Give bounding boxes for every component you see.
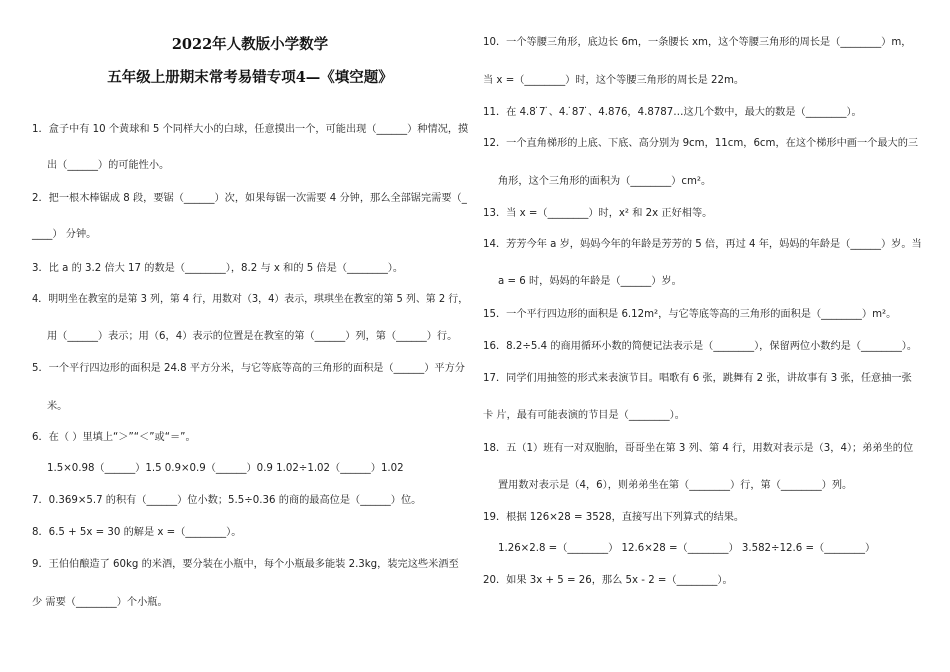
q17-line2: 卡 片，最有可能表演的节目是（________）。 <box>483 410 685 421</box>
q14-line1: 14．芳芳今年 a 岁，妈妈今年的年龄是芳芳的 5 倍，再过 4 年，妈妈的年龄是（______）岁。当 <box>483 239 922 250</box>
q20-line1: 20．如果 3x + 5 = 26，那么 5x - 2 =（________）。 <box>483 575 733 586</box>
q2-line2: ____） 分钟。 <box>32 229 97 240</box>
q8-line1: 8．6.5 + 5x = 30 的解是 x =（________）。 <box>32 527 242 538</box>
q12-line2: 角形，这个三角形的面积为（________）cm²。 <box>498 176 712 187</box>
q13-line1: 13．当 x =（________）时，x² 和 2x 正好相等。 <box>483 208 713 219</box>
q17-line1: 17．同学们用抽签的形式来表演节目。唱歌有 6 张，跳舞有 2 张，讲故事有 3 张，任意抽一张 <box>483 373 912 384</box>
q19-line2: 1.26×2.8 =（________） 12.6×28 =（________） 3.582÷12.6 =（________） <box>498 543 876 554</box>
q10-line2: 当 x =（________）时，这个等腰三角形的周长是 22m。 <box>483 75 745 86</box>
q6-line2: 1.5×0.98（______）1.5 0.9×0.9（______）0.9 1.02÷1.02（______）1.02 <box>47 463 404 474</box>
q6-line1: 6．在（ ）里填上“＞”“＜”或“＝”。 <box>32 432 196 443</box>
q11-line1: 11．在 4.8 ̇7 ̇、4. ̇87 ̇、4.876，4.8787…这几个数中，最大的数是（________）。 <box>483 107 862 118</box>
q15-line1: 15．一个平行四边形的面积是 6.12m²，与它等底等高的三角形的面积是（________）m²。 <box>483 309 897 320</box>
q4-line1: 4．明明坐在教室的是第 3 列，第 4 行，用数对（3，4）表示，琪琪坐在教室的第 5 列、第 2 行， <box>32 294 469 305</box>
q18-line2: 置用数对表示是（4，6），则弟弟坐在第（________）行，第（________）列。 <box>498 480 853 491</box>
q14-line2: a = 6 时，妈妈的年龄是（______）岁。 <box>498 276 682 287</box>
page-subtitle: 五年级上册期末常考易错专项4—《填空题》 <box>107 69 393 86</box>
q7-line1: 7．0.369×5.7 的积有（______）位小数；5.5÷0.36 的商的最高位是（______）位。 <box>32 495 422 506</box>
q9-line2: 少 需要（________）个小瓶。 <box>32 597 168 608</box>
q9-line1: 9．王伯伯酿造了 60kg 的米酒，要分装在小瓶中，每个小瓶最多能装 2.3kg，装完这些米酒至 <box>32 559 459 570</box>
q10-line1: 10．一个等腰三角形，底边长 6m，一条腰长 xm，这个等腰三角形的周长是（________）m， <box>483 37 912 48</box>
q1-line2: 出（______）的可能性小。 <box>47 160 170 171</box>
q5-line1: 5．一个平行四边形的面积是 24.8 平方分米，与它等底等高的三角形的面积是（______）平方分 <box>32 363 465 374</box>
q16-line1: 16．8.2÷5.4 的商用循环小数的简便记法表示是（________），保留两位小数约是（________）。 <box>483 341 918 352</box>
q12-line1: 12．一个直角梯形的上底、下底、高分别为 9cm，11cm，6cm，在这个梯形中画一个最大的三 <box>483 138 919 149</box>
page-title: 2022年人教版小学数学 <box>171 36 329 53</box>
q4-line2: 用（______）表示；用（6，4）表示的位置是在教室的第（______）列，第（______）行。 <box>47 331 458 342</box>
q19-line1: 19．根据 126×28 = 3528，直接写出下列算式的结果。 <box>483 512 745 523</box>
q1-line1: 1．盒子中有 10 个黄球和 5 个同样大小的白球，任意摸出一个，可能出现（______）种情况，摸 <box>32 124 469 135</box>
q5-line2: 米。 <box>47 401 68 412</box>
q18-line1: 18．五（1）班有一对双胞胎，哥哥坐在第 3 列、第 4 行，用数对表示是（3，4）；弟弟坐的位 <box>483 443 914 454</box>
q2-line1: 2．把一根木棒锯成 8 段，要锯（______）次，如果每锯一次需要 4 分钟，那么全部锯完需要（_ <box>32 193 467 204</box>
q3-line1: 3．比 a 的 3.2 倍大 17 的数是（________），8.2 与 x 和的 5 倍是（________）。 <box>32 263 404 274</box>
